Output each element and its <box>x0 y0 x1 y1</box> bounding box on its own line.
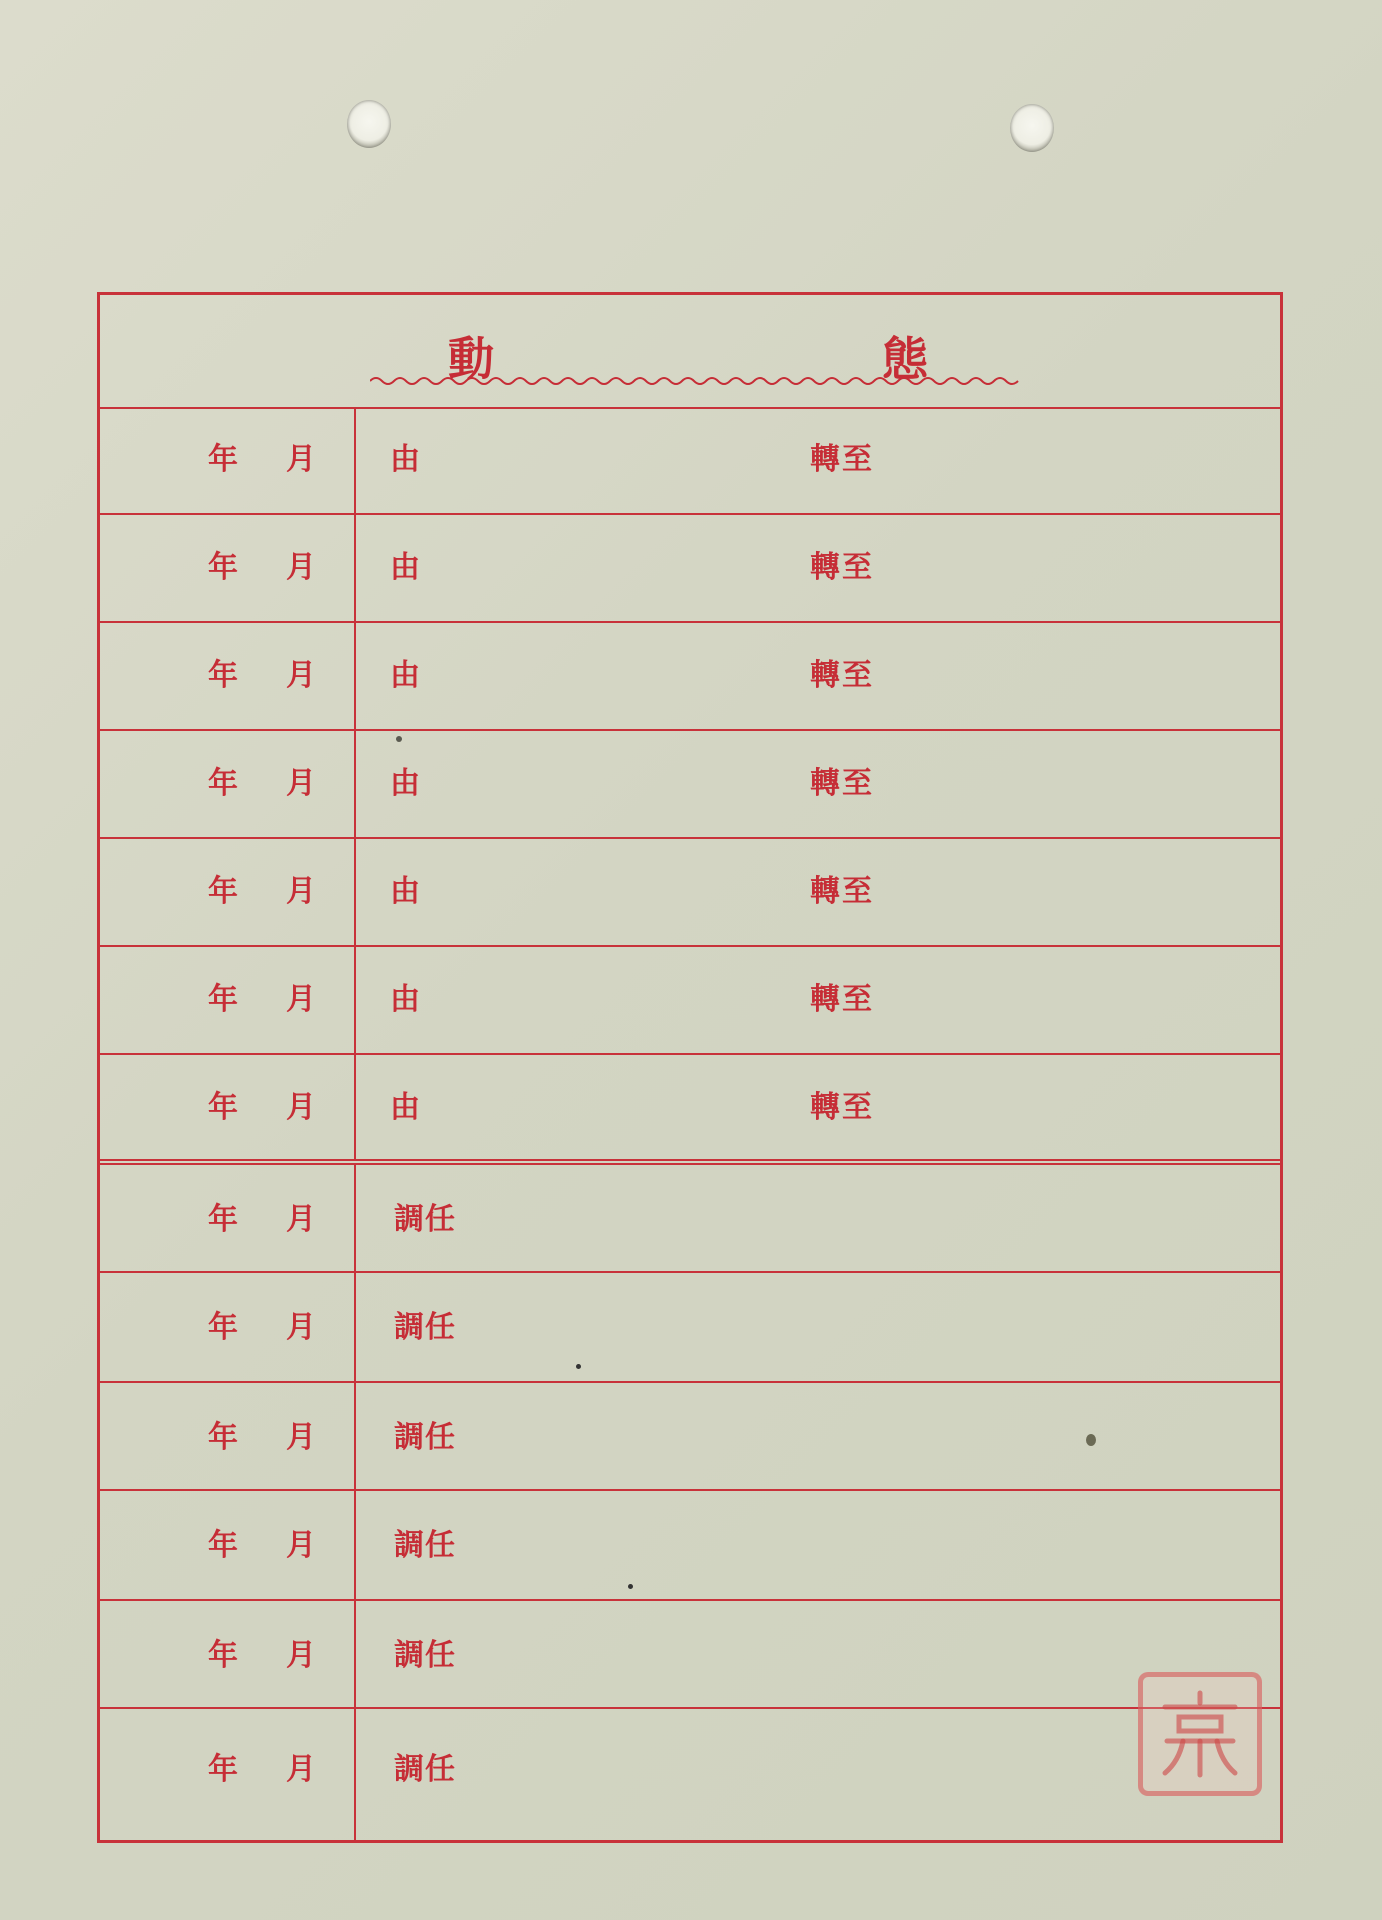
date-cell <box>100 1273 356 1381</box>
date-cell <box>100 1055 356 1159</box>
year-label: 年 <box>208 658 238 693</box>
seal-stamp-icon <box>1138 1672 1262 1796</box>
paper-speck <box>396 736 402 742</box>
date-cell <box>100 1709 356 1840</box>
transfer-to-label: 轉至 <box>810 550 874 585</box>
year-label: 年 <box>208 1528 238 1563</box>
month-label: 月 <box>286 982 316 1017</box>
date-cell <box>100 1165 356 1271</box>
reassign-label: 調任 <box>394 1752 456 1787</box>
reassign-row <box>100 1601 1280 1709</box>
heading-underline-wave <box>370 373 1020 389</box>
month-label: 月 <box>286 1752 316 1787</box>
paper-speck <box>576 1364 581 1369</box>
transfer-row <box>100 839 1280 947</box>
date-cell <box>100 623 356 729</box>
punch-hole-left <box>347 100 391 148</box>
year-label: 年 <box>208 1090 238 1125</box>
from-label: 由 <box>390 982 420 1017</box>
date-cell <box>100 947 356 1053</box>
year-label: 年 <box>208 1752 238 1787</box>
transfer-to-label: 轉至 <box>810 1090 874 1125</box>
reassign-label: 調任 <box>394 1310 456 1345</box>
month-label: 月 <box>286 550 316 585</box>
paper-speck <box>1086 1434 1096 1446</box>
dynamics-form <box>97 292 1283 1843</box>
year-label: 年 <box>208 1420 238 1455</box>
transfer-row <box>100 407 1280 515</box>
reassign-row <box>100 1491 1280 1601</box>
date-cell <box>100 515 356 621</box>
month-label: 月 <box>286 1638 316 1673</box>
from-label: 由 <box>390 874 420 909</box>
from-label: 由 <box>390 1090 420 1125</box>
month-label: 月 <box>286 1090 316 1125</box>
form-header <box>100 295 1280 409</box>
from-label: 由 <box>390 658 420 693</box>
year-label: 年 <box>208 766 238 801</box>
heading-char-left: 動 <box>448 332 494 386</box>
date-cell <box>100 407 356 513</box>
transfer-to-label: 轉至 <box>810 982 874 1017</box>
transfer-row <box>100 947 1280 1055</box>
month-label: 月 <box>286 1420 316 1455</box>
month-label: 月 <box>286 766 316 801</box>
year-label: 年 <box>208 1310 238 1345</box>
year-label: 年 <box>208 874 238 909</box>
reassign-row <box>100 1273 1280 1383</box>
date-cell <box>100 1491 356 1599</box>
month-label: 月 <box>286 658 316 693</box>
paper-speck <box>628 1584 633 1589</box>
reassign-row <box>100 1165 1280 1273</box>
year-label: 年 <box>208 1202 238 1237</box>
reassign-row <box>100 1709 1280 1840</box>
transfer-row <box>100 623 1280 731</box>
date-cell <box>100 839 356 945</box>
date-cell <box>100 731 356 837</box>
transfer-row <box>100 515 1280 623</box>
month-label: 月 <box>286 1310 316 1345</box>
date-cell <box>100 1383 356 1489</box>
transfer-to-label: 轉至 <box>810 658 874 693</box>
transfer-to-label: 轉至 <box>810 874 874 909</box>
reassign-label: 調任 <box>394 1528 456 1563</box>
reassign-label: 調任 <box>394 1202 456 1237</box>
year-label: 年 <box>208 1638 238 1673</box>
transfer-row <box>100 731 1280 839</box>
month-label: 月 <box>286 874 316 909</box>
heading-char-right: 態 <box>882 332 928 386</box>
date-cell <box>100 1601 356 1707</box>
year-label: 年 <box>208 442 238 477</box>
seal-glyph-icon <box>1153 1687 1247 1781</box>
punch-hole-right <box>1010 104 1054 152</box>
show-through-text <box>250 222 1250 269</box>
transfer-to-label: 轉至 <box>810 442 874 477</box>
month-label: 月 <box>286 1202 316 1237</box>
from-label: 由 <box>390 766 420 801</box>
from-label: 由 <box>390 550 420 585</box>
reassign-label: 調任 <box>394 1420 456 1455</box>
month-label: 月 <box>286 442 316 477</box>
reassign-row <box>100 1383 1280 1491</box>
transfer-to-label: 轉至 <box>810 766 874 801</box>
year-label: 年 <box>208 550 238 585</box>
from-label: 由 <box>390 442 420 477</box>
transfer-row <box>100 1055 1280 1159</box>
year-label: 年 <box>208 982 238 1017</box>
month-label: 月 <box>286 1528 316 1563</box>
reassign-label: 調任 <box>394 1638 456 1673</box>
